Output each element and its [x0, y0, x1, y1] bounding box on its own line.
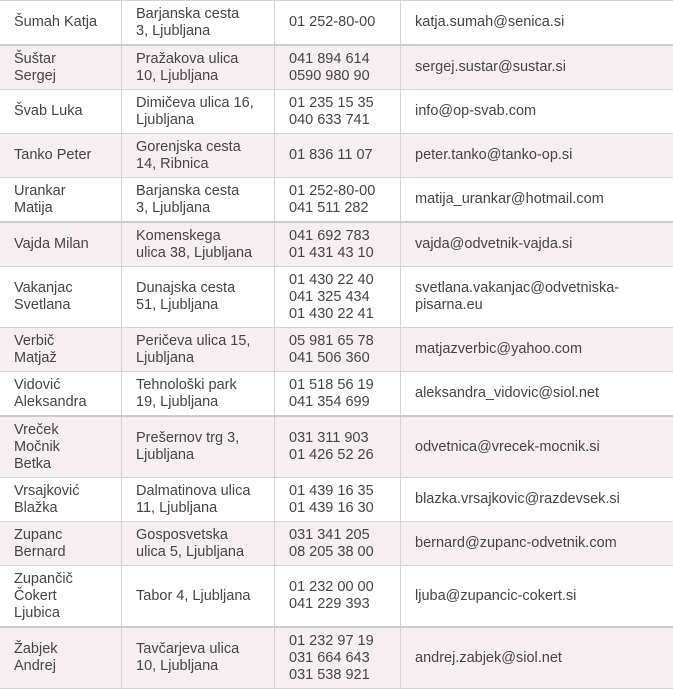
email-line[interactable]: blazka.vrsajkovic@razdevsek.si: [415, 491, 659, 508]
email-line[interactable]: vajda@odvetnik-vajda.si: [415, 236, 659, 253]
name-line: Blažka: [14, 500, 107, 517]
table-row: [0, 522, 673, 566]
email-line[interactable]: pisarna.eu: [415, 297, 659, 314]
name-cell: [0, 178, 122, 223]
address-line: Ljubljana: [136, 447, 260, 464]
phones-line: 041 325 434: [289, 289, 386, 306]
address-cell: [122, 328, 275, 372]
address-line: 51, Ljubljana: [136, 297, 260, 314]
name-line: Matjaž: [14, 350, 107, 367]
address-line: Tehnološki park: [136, 377, 260, 394]
name-cell: [0, 328, 122, 372]
name-cell: [0, 372, 122, 417]
table-row: [0, 566, 673, 628]
name-line: Vidović: [14, 377, 107, 394]
email-cell[interactable]: [401, 1, 673, 46]
name-cell: [0, 627, 122, 689]
email-line[interactable]: sergej.sustar@sustar.si: [415, 59, 659, 76]
name-line: Zupančič: [14, 571, 107, 588]
address-line: 10, Ljubljana: [136, 68, 260, 85]
phone-cell: [275, 134, 401, 178]
table-row: [0, 478, 673, 522]
address-line: 3, Ljubljana: [136, 23, 260, 40]
name-cell: [0, 134, 122, 178]
email-cell[interactable]: [401, 222, 673, 267]
phones-line: 041 511 282: [289, 200, 386, 217]
address-cell: [122, 478, 275, 522]
phones-line: 01 252-80-00: [289, 14, 386, 31]
address-line: Dunajska cesta: [136, 280, 260, 297]
name-line: Ljubica: [14, 605, 107, 622]
phones-line: 01 235 15 35: [289, 95, 386, 112]
email-line[interactable]: odvetnica@vrecek-mocnik.si: [415, 439, 659, 456]
address-cell: [122, 522, 275, 566]
address-cell: [122, 627, 275, 689]
address-line: Komenskega: [136, 228, 260, 245]
phones-line: 041 229 393: [289, 596, 386, 613]
email-cell[interactable]: [401, 178, 673, 223]
address-line: Gosposvetska: [136, 527, 260, 544]
address-line: Gorenjska cesta: [136, 139, 260, 156]
table-row: [0, 178, 673, 223]
name-line: Švab Luka: [14, 103, 107, 120]
name-line: Urankar: [14, 183, 107, 200]
table-row: [0, 267, 673, 328]
phones-line: 01 518 56 19: [289, 377, 386, 394]
email-cell[interactable]: [401, 416, 673, 478]
email-line[interactable]: andrej.zabjek@siol.net: [415, 650, 659, 667]
phones-line: 01 439 16 35: [289, 483, 386, 500]
name-line: Betka: [14, 456, 107, 473]
table-row: [0, 627, 673, 689]
name-cell: [0, 522, 122, 566]
name-line: Čokert: [14, 588, 107, 605]
address-line: Barjanska cesta: [136, 6, 260, 23]
table-row: [0, 222, 673, 267]
phones-line: 01 252-80-00: [289, 183, 386, 200]
phones-line: 01 232 00 00: [289, 579, 386, 596]
name-line: Vajda Milan: [14, 236, 107, 253]
name-cell: [0, 222, 122, 267]
email-line[interactable]: katja.sumah@senica.si: [415, 14, 659, 31]
address-line: Prešernov trg 3,: [136, 430, 260, 447]
address-line: Peričeva ulica 15,: [136, 333, 260, 350]
phones-line: 01 430 22 40: [289, 272, 386, 289]
phone-cell: [275, 178, 401, 223]
address-line: 11, Ljubljana: [136, 500, 260, 517]
phone-cell: [275, 627, 401, 689]
address-line: Tavčarjeva ulica: [136, 641, 260, 658]
address-line: ulica 38, Ljubljana: [136, 245, 260, 262]
phones-line: 031 311 903: [289, 430, 386, 447]
phones-line: 01 232 97 19: [289, 633, 386, 650]
name-line: Vrsajković: [14, 483, 107, 500]
email-line[interactable]: svetlana.vakanjac@odvetniska-: [415, 280, 659, 297]
address-cell: [122, 1, 275, 46]
address-cell: [122, 90, 275, 134]
phone-cell: [275, 478, 401, 522]
phones-line: 05 981 65 78: [289, 333, 386, 350]
email-cell[interactable]: [401, 372, 673, 417]
phone-cell: [275, 90, 401, 134]
phones-line: 08 205 38 00: [289, 544, 386, 561]
phone-cell: [275, 522, 401, 566]
name-cell: [0, 478, 122, 522]
table-row: [0, 328, 673, 372]
phone-cell: [275, 1, 401, 46]
address-cell: [122, 416, 275, 478]
phone-cell: [275, 372, 401, 417]
phones-line: 01 836 11 07: [289, 147, 386, 164]
address-line: Tabor 4, Ljubljana: [136, 588, 260, 605]
email-line[interactable]: matija_urankar@hotmail.com: [415, 191, 659, 208]
name-line: Bernard: [14, 544, 107, 561]
name-line: Močnik: [14, 439, 107, 456]
name-cell: [0, 1, 122, 46]
email-line[interactable]: aleksandra_vidovic@siol.net: [415, 385, 659, 402]
address-cell: [122, 45, 275, 90]
email-line[interactable]: ljuba@zupancic-cokert.si: [415, 588, 659, 605]
table-row: [0, 372, 673, 417]
phone-cell: [275, 566, 401, 628]
name-line: Žabjek: [14, 641, 107, 658]
email-cell[interactable]: [401, 522, 673, 566]
name-line: Verbič: [14, 333, 107, 350]
phones-line: 01 439 16 30: [289, 500, 386, 517]
phones-line: 041 692 783: [289, 228, 386, 245]
email-line[interactable]: bernard@zupanc-odvetnik.com: [415, 535, 659, 552]
phones-line: 01 426 52 26: [289, 447, 386, 464]
phone-cell: [275, 267, 401, 328]
address-line: 19, Ljubljana: [136, 394, 260, 411]
email-cell[interactable]: [401, 90, 673, 134]
email-cell[interactable]: [401, 267, 673, 328]
address-cell: [122, 178, 275, 223]
name-line: Vakanjac: [14, 280, 107, 297]
email-cell[interactable]: [401, 478, 673, 522]
name-line: Šumah Katja: [14, 14, 107, 31]
name-cell: [0, 416, 122, 478]
name-cell: [0, 267, 122, 328]
address-line: 3, Ljubljana: [136, 200, 260, 217]
address-line: Dimičeva ulica 16,: [136, 95, 260, 112]
name-cell: [0, 566, 122, 628]
address-line: 10, Ljubljana: [136, 658, 260, 675]
address-line: Ljubljana: [136, 350, 260, 367]
phone-cell: [275, 222, 401, 267]
table-row: [0, 134, 673, 178]
phones-line: 041 354 699: [289, 394, 386, 411]
phone-cell: [275, 416, 401, 478]
phones-line: 01 430 22 41: [289, 306, 386, 323]
address-line: Ljubljana: [136, 112, 260, 129]
phone-cell: [275, 45, 401, 90]
name-line: Andrej: [14, 658, 107, 675]
address-cell: [122, 372, 275, 417]
name-line: Vreček: [14, 422, 107, 439]
name-line: Sergej: [14, 68, 107, 85]
name-line: Svetlana: [14, 297, 107, 314]
phones-line: 041 894 614: [289, 51, 386, 68]
email-cell[interactable]: [401, 328, 673, 372]
phones-line: 01 431 43 10: [289, 245, 386, 262]
email-cell[interactable]: [401, 45, 673, 90]
table-row: [0, 1, 673, 46]
table-row: [0, 45, 673, 90]
name-cell: [0, 45, 122, 90]
phones-line: 040 633 741: [289, 112, 386, 129]
email-cell[interactable]: [401, 627, 673, 689]
table-row: [0, 90, 673, 134]
phones-line: 041 506 360: [289, 350, 386, 367]
phones-line: 0590 980 90: [289, 68, 386, 85]
phones-line: 031 341 205: [289, 527, 386, 544]
address-line: Dalmatinova ulica: [136, 483, 260, 500]
address-line: Barjanska cesta: [136, 183, 260, 200]
address-cell: [122, 222, 275, 267]
address-cell: [122, 267, 275, 328]
name-line: Aleksandra: [14, 394, 107, 411]
email-line[interactable]: matjazverbic@yahoo.com: [415, 341, 659, 358]
phones-line: 031 538 921: [289, 667, 386, 684]
address-line: 14, Ribnica: [136, 156, 260, 173]
email-line[interactable]: info@op-svab.com: [415, 103, 659, 120]
email-cell[interactable]: [401, 134, 673, 178]
name-cell: [0, 90, 122, 134]
name-line: Zupanc: [14, 527, 107, 544]
name-line: Tanko Peter: [14, 147, 107, 164]
name-line: Matija: [14, 200, 107, 217]
email-line[interactable]: peter.tanko@tanko-op.si: [415, 147, 659, 164]
table-row: [0, 416, 673, 478]
address-line: Pražakova ulica: [136, 51, 260, 68]
name-line: Šuštar: [14, 51, 107, 68]
address-cell: [122, 566, 275, 628]
phones-line: 031 664 643: [289, 650, 386, 667]
address-cell: [122, 134, 275, 178]
address-line: ulica 5, Ljubljana: [136, 544, 260, 561]
phone-cell: [275, 328, 401, 372]
email-cell[interactable]: [401, 566, 673, 628]
